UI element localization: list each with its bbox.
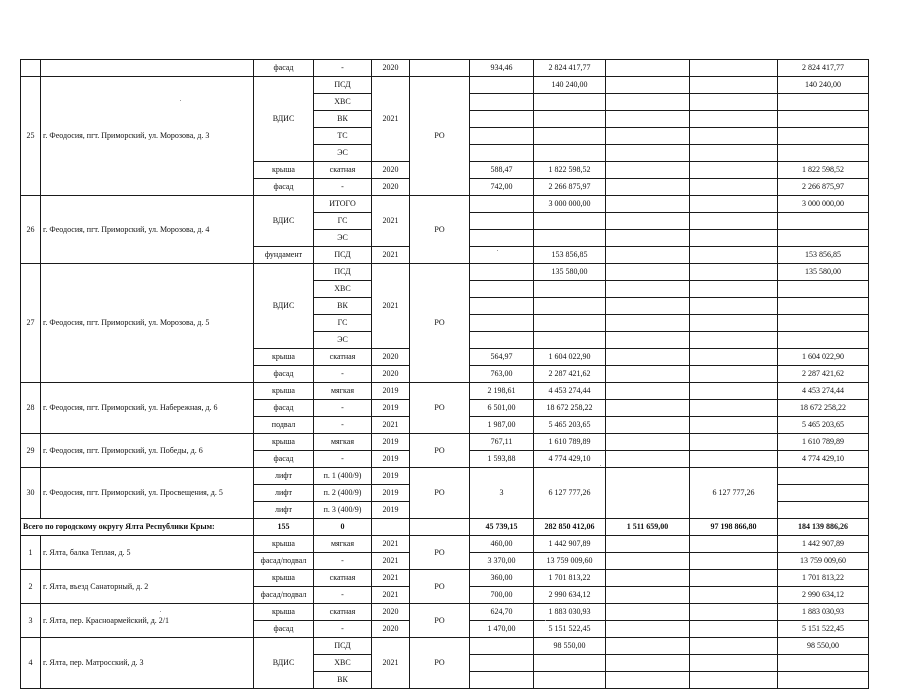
finance-cell: РО (410, 196, 470, 264)
finance-cell: РО (410, 570, 470, 604)
element-cell: лифт (254, 485, 314, 502)
subtype-cell: скатная (314, 604, 372, 621)
table-row (21, 60, 869, 77)
address-cell: г. Ялта, пер. Матросский, д. 3 (41, 638, 254, 689)
finance-cell: РО (410, 638, 470, 689)
area-cell: 2 198,61 (470, 383, 534, 400)
total-cell: 1 604 022,90 (778, 349, 869, 366)
address-cell: г. Феодосия, пгт. Приморский, ул. Набережная, д. 6 (41, 383, 254, 434)
subtype-cell: - (314, 400, 372, 417)
total-label: Всего по городскому округу Ялта Республики Крым: (21, 519, 254, 536)
total-cell: 2 824 417,77 (778, 60, 869, 77)
address-cell: г. Ялта, въезд Санаторный, д. 2 (41, 570, 254, 604)
finance-cell: РО (410, 383, 470, 434)
finance-cell (410, 60, 470, 77)
cost-cell: 2 824 417,77 (534, 60, 606, 77)
total-cell: 1 822 598,52 (778, 162, 869, 179)
element-cell: ВДИС (254, 77, 314, 162)
cost-cell: 5 465 203,65 (534, 417, 606, 434)
cost-cell: 2 266 875,97 (534, 179, 606, 196)
finance-cell: РО (410, 536, 470, 570)
area-cell (470, 77, 534, 94)
cost-cell: 6 127 777,26 (534, 468, 606, 519)
row-number-cell: 29 (21, 434, 41, 468)
area-cell: 624,70 (470, 604, 534, 621)
total-cell: 153 856,85 (778, 247, 869, 264)
address-cell: г. Феодосия, пгт. Приморский, ул. Морозова, д. 5 (41, 264, 254, 383)
cost-cell: 1 442 907,89 (534, 536, 606, 553)
total-col-h: 97 198 866,80 (690, 519, 778, 536)
total-cell: 2 287 421,62 (778, 366, 869, 383)
subtype-cell: ПСД (314, 247, 372, 264)
element-cell: фасад (254, 366, 314, 383)
subtype-cell: п. 3 (400/9) (314, 502, 372, 519)
element-cell: крыша (254, 536, 314, 553)
subtype-cell: скатная (314, 162, 372, 179)
area-cell: 934,46 (470, 60, 534, 77)
total-row (21, 519, 869, 536)
total-cell: 2 990 634,12 (778, 587, 869, 604)
subtype-cell: скатная (314, 570, 372, 587)
subtype-cell: мягкая (314, 536, 372, 553)
address-cell: г. Ялта, пер. Красноармейский, д. 2/1 (41, 604, 254, 638)
year-cell: 2019 (372, 485, 410, 502)
subtype-cell: п. 2 (400/9) (314, 485, 372, 502)
subtype-cell: ВК (314, 672, 372, 689)
element-cell: крыша (254, 570, 314, 587)
area-cell: 6 501,00 (470, 400, 534, 417)
subtype-cell: мягкая (314, 434, 372, 451)
table-row (21, 468, 869, 485)
area-cell: 700,00 (470, 587, 534, 604)
row-number-cell: 2 (21, 570, 41, 604)
year-cell: 2021 (372, 638, 410, 689)
subtype-cell: ПСД (314, 77, 372, 94)
total-count: 155 (254, 519, 314, 536)
cost-cell: 1 883 030,93 (534, 604, 606, 621)
year-cell: 2019 (372, 502, 410, 519)
year-cell: 2020 (372, 60, 410, 77)
cost-cell: 135 580,00 (534, 264, 606, 281)
element-cell: фундамент (254, 247, 314, 264)
year-cell: 2021 (372, 247, 410, 264)
scan-speck (160, 611, 161, 612)
row-number-cell: 28 (21, 383, 41, 434)
table-row (21, 570, 869, 587)
year-cell: 2020 (372, 162, 410, 179)
total-cell: 1 883 030,93 (778, 604, 869, 621)
table-row (21, 77, 869, 94)
element-cell: фасад/подвал (254, 553, 314, 570)
address-cell (41, 60, 254, 77)
year-cell: 2020 (372, 349, 410, 366)
document-sheet (20, 59, 869, 689)
total-cell: 98 550,00 (778, 638, 869, 655)
total-cell: 1 442 907,89 (778, 536, 869, 553)
cost-cell: 4 453 274,44 (534, 383, 606, 400)
area-cell: 742,00 (470, 179, 534, 196)
count-cell: 3 (470, 468, 534, 519)
row-number-cell: 26 (21, 196, 41, 264)
cost-cell: 153 856,85 (534, 247, 606, 264)
subtype-cell: - (314, 417, 372, 434)
subtype-cell: - (314, 451, 372, 468)
table-row (21, 196, 869, 213)
address-cell: г. Феодосия, пгт. Приморский, ул. Победы, д. 6 (41, 434, 254, 468)
cost-cell: 18 672 258,22 (534, 400, 606, 417)
element-cell: ВДИС (254, 196, 314, 247)
total-cell: 18 672 258,22 (778, 400, 869, 417)
row-number-cell (21, 60, 41, 77)
address-cell: г. Ялта, балка Теплая, д. 5 (41, 536, 254, 570)
total-cell: 140 240,00 (778, 77, 869, 94)
element-cell: фасад/подвал (254, 587, 314, 604)
address-cell: г. Феодосия, пгт. Приморский, ул. Просвещения, д. 5 (41, 468, 254, 519)
total-cell: 13 759 009,60 (778, 553, 869, 570)
area-cell: 564,97 (470, 349, 534, 366)
col-g-cell (606, 60, 690, 77)
year-cell: 2021 (372, 77, 410, 162)
subtype-cell: ВК (314, 298, 372, 315)
row-number-cell: 4 (21, 638, 41, 689)
cost-cell: 140 240,00 (534, 77, 606, 94)
subtype-cell: ЭС (314, 332, 372, 349)
subtype-cell: ПСД (314, 264, 372, 281)
col-h-cell (690, 60, 778, 77)
table-row (21, 638, 869, 655)
year-cell: 2021 (372, 417, 410, 434)
table-row (21, 383, 869, 400)
total-area: 45 739,15 (470, 519, 534, 536)
area-cell: 360,00 (470, 570, 534, 587)
year-cell: 2019 (372, 400, 410, 417)
element-cell: лифт (254, 468, 314, 485)
area-cell: 588,47 (470, 162, 534, 179)
total-cell: 1 701 813,22 (778, 570, 869, 587)
year-cell: 2020 (372, 621, 410, 638)
element-cell: крыша (254, 434, 314, 451)
subtype-cell: - (314, 587, 372, 604)
row-number-cell: 27 (21, 264, 41, 383)
total-cell: 3 000 000,00 (778, 196, 869, 213)
total-cell: 4 453 274,44 (778, 383, 869, 400)
table-row (21, 264, 869, 281)
element-cell: фасад (254, 400, 314, 417)
subtype-cell: скатная (314, 349, 372, 366)
address-cell: г. Феодосия, пгт. Приморский, ул. Морозова, д. 3 (41, 77, 254, 196)
subtype-cell: ВК (314, 111, 372, 128)
cost-cell: 1 610 789,89 (534, 434, 606, 451)
subtype-cell: - (314, 179, 372, 196)
total-cost: 282 850 412,06 (534, 519, 606, 536)
finance-cell: РО (410, 434, 470, 468)
element-cell: фасад (254, 60, 314, 77)
area-cell: 3 370,00 (470, 553, 534, 570)
subtype-cell: ХВС (314, 281, 372, 298)
year-cell: 2020 (372, 179, 410, 196)
table-row (21, 604, 869, 621)
subtype-cell: ХВС (314, 655, 372, 672)
finance-cell: РО (410, 468, 470, 519)
element-cell: лифт (254, 502, 314, 519)
element-cell: крыша (254, 383, 314, 400)
cost-cell: 4 774 429,10 (534, 451, 606, 468)
subtype-cell: ХВС (314, 94, 372, 111)
col-h-cell (690, 77, 778, 94)
cost-cell: 2 990 634,12 (534, 587, 606, 604)
subtype-cell: п. 1 (400/9) (314, 468, 372, 485)
element-cell: ВДИС (254, 638, 314, 689)
year-cell: 2019 (372, 451, 410, 468)
row-number-cell: 3 (21, 604, 41, 638)
year-cell: 2021 (372, 264, 410, 349)
subtype-cell: - (314, 553, 372, 570)
finance-cell: РО (410, 604, 470, 638)
element-cell: фасад (254, 621, 314, 638)
cost-cell: 13 759 009,60 (534, 553, 606, 570)
finance-cell: РО (410, 264, 470, 383)
year-cell: 2019 (372, 383, 410, 400)
year-cell: 2020 (372, 366, 410, 383)
year-cell: 2019 (372, 468, 410, 485)
row-number-cell: 25 (21, 77, 41, 196)
total-col-g: 1 511 659,00 (606, 519, 690, 536)
element-cell: крыша (254, 162, 314, 179)
fund-cell: 6 127 777,26 (690, 468, 778, 519)
total-cell: 135 580,00 (778, 264, 869, 281)
capital-repair-table (20, 59, 869, 689)
element-cell: ВДИС (254, 264, 314, 349)
scan-speck (497, 250, 498, 251)
total-cell: 2 266 875,97 (778, 179, 869, 196)
subtype-cell: ГС (314, 315, 372, 332)
cost-cell: 1 604 022,90 (534, 349, 606, 366)
year-cell: 2021 (372, 587, 410, 604)
total-sum: 184 139 886,26 (778, 519, 869, 536)
address-cell: г. Феодосия, пгт. Приморский, ул. Морозова, д. 4 (41, 196, 254, 264)
area-cell: 767,11 (470, 434, 534, 451)
area-cell: 1 593,88 (470, 451, 534, 468)
subtype-cell: ЭС (314, 230, 372, 247)
subtype-cell: ЭС (314, 145, 372, 162)
row-number-cell: 1 (21, 536, 41, 570)
subtype-cell: - (314, 621, 372, 638)
element-cell: подвал (254, 417, 314, 434)
subtype-cell: ИТОГО (314, 196, 372, 213)
element-cell: крыша (254, 349, 314, 366)
cost-cell: 1 701 813,22 (534, 570, 606, 587)
area-cell: 1 987,00 (470, 417, 534, 434)
area-cell: 763,00 (470, 366, 534, 383)
subtype-cell: ГС (314, 213, 372, 230)
cost-cell: 5 151 522,45 (534, 621, 606, 638)
subtype-cell: - (314, 60, 372, 77)
cost-cell: 3 000 000,00 (534, 196, 606, 213)
total-cell: 5 465 203,65 (778, 417, 869, 434)
year-cell: 2020 (372, 604, 410, 621)
cost-cell: 1 822 598,52 (534, 162, 606, 179)
subtype-cell: ПСД (314, 638, 372, 655)
scan-speck (545, 620, 546, 621)
scan-speck (180, 100, 181, 101)
cost-cell: 2 287 421,62 (534, 366, 606, 383)
total-cell: 1 610 789,89 (778, 434, 869, 451)
cost-cell: 98 550,00 (534, 638, 606, 655)
scan-speck (600, 465, 601, 466)
year-cell: 2021 (372, 553, 410, 570)
area-cell: 1 470,00 (470, 621, 534, 638)
subtype-cell: мягкая (314, 383, 372, 400)
total-count-2: 0 (314, 519, 372, 536)
year-cell: 2021 (372, 570, 410, 587)
table-row (21, 434, 869, 451)
finance-cell: РО (410, 77, 470, 196)
element-cell: фасад (254, 451, 314, 468)
row-number-cell: 30 (21, 468, 41, 519)
element-cell: фасад (254, 179, 314, 196)
table-row (21, 536, 869, 553)
year-cell: 2019 (372, 434, 410, 451)
total-cell: 4 774 429,10 (778, 451, 869, 468)
element-cell: крыша (254, 604, 314, 621)
col-g-cell (606, 77, 690, 94)
subtype-cell: - (314, 366, 372, 383)
year-cell: 2021 (372, 196, 410, 247)
year-cell: 2021 (372, 536, 410, 553)
area-cell: 460,00 (470, 536, 534, 553)
subtype-cell: ТС (314, 128, 372, 145)
total-cell: 5 151 522,45 (778, 621, 869, 638)
